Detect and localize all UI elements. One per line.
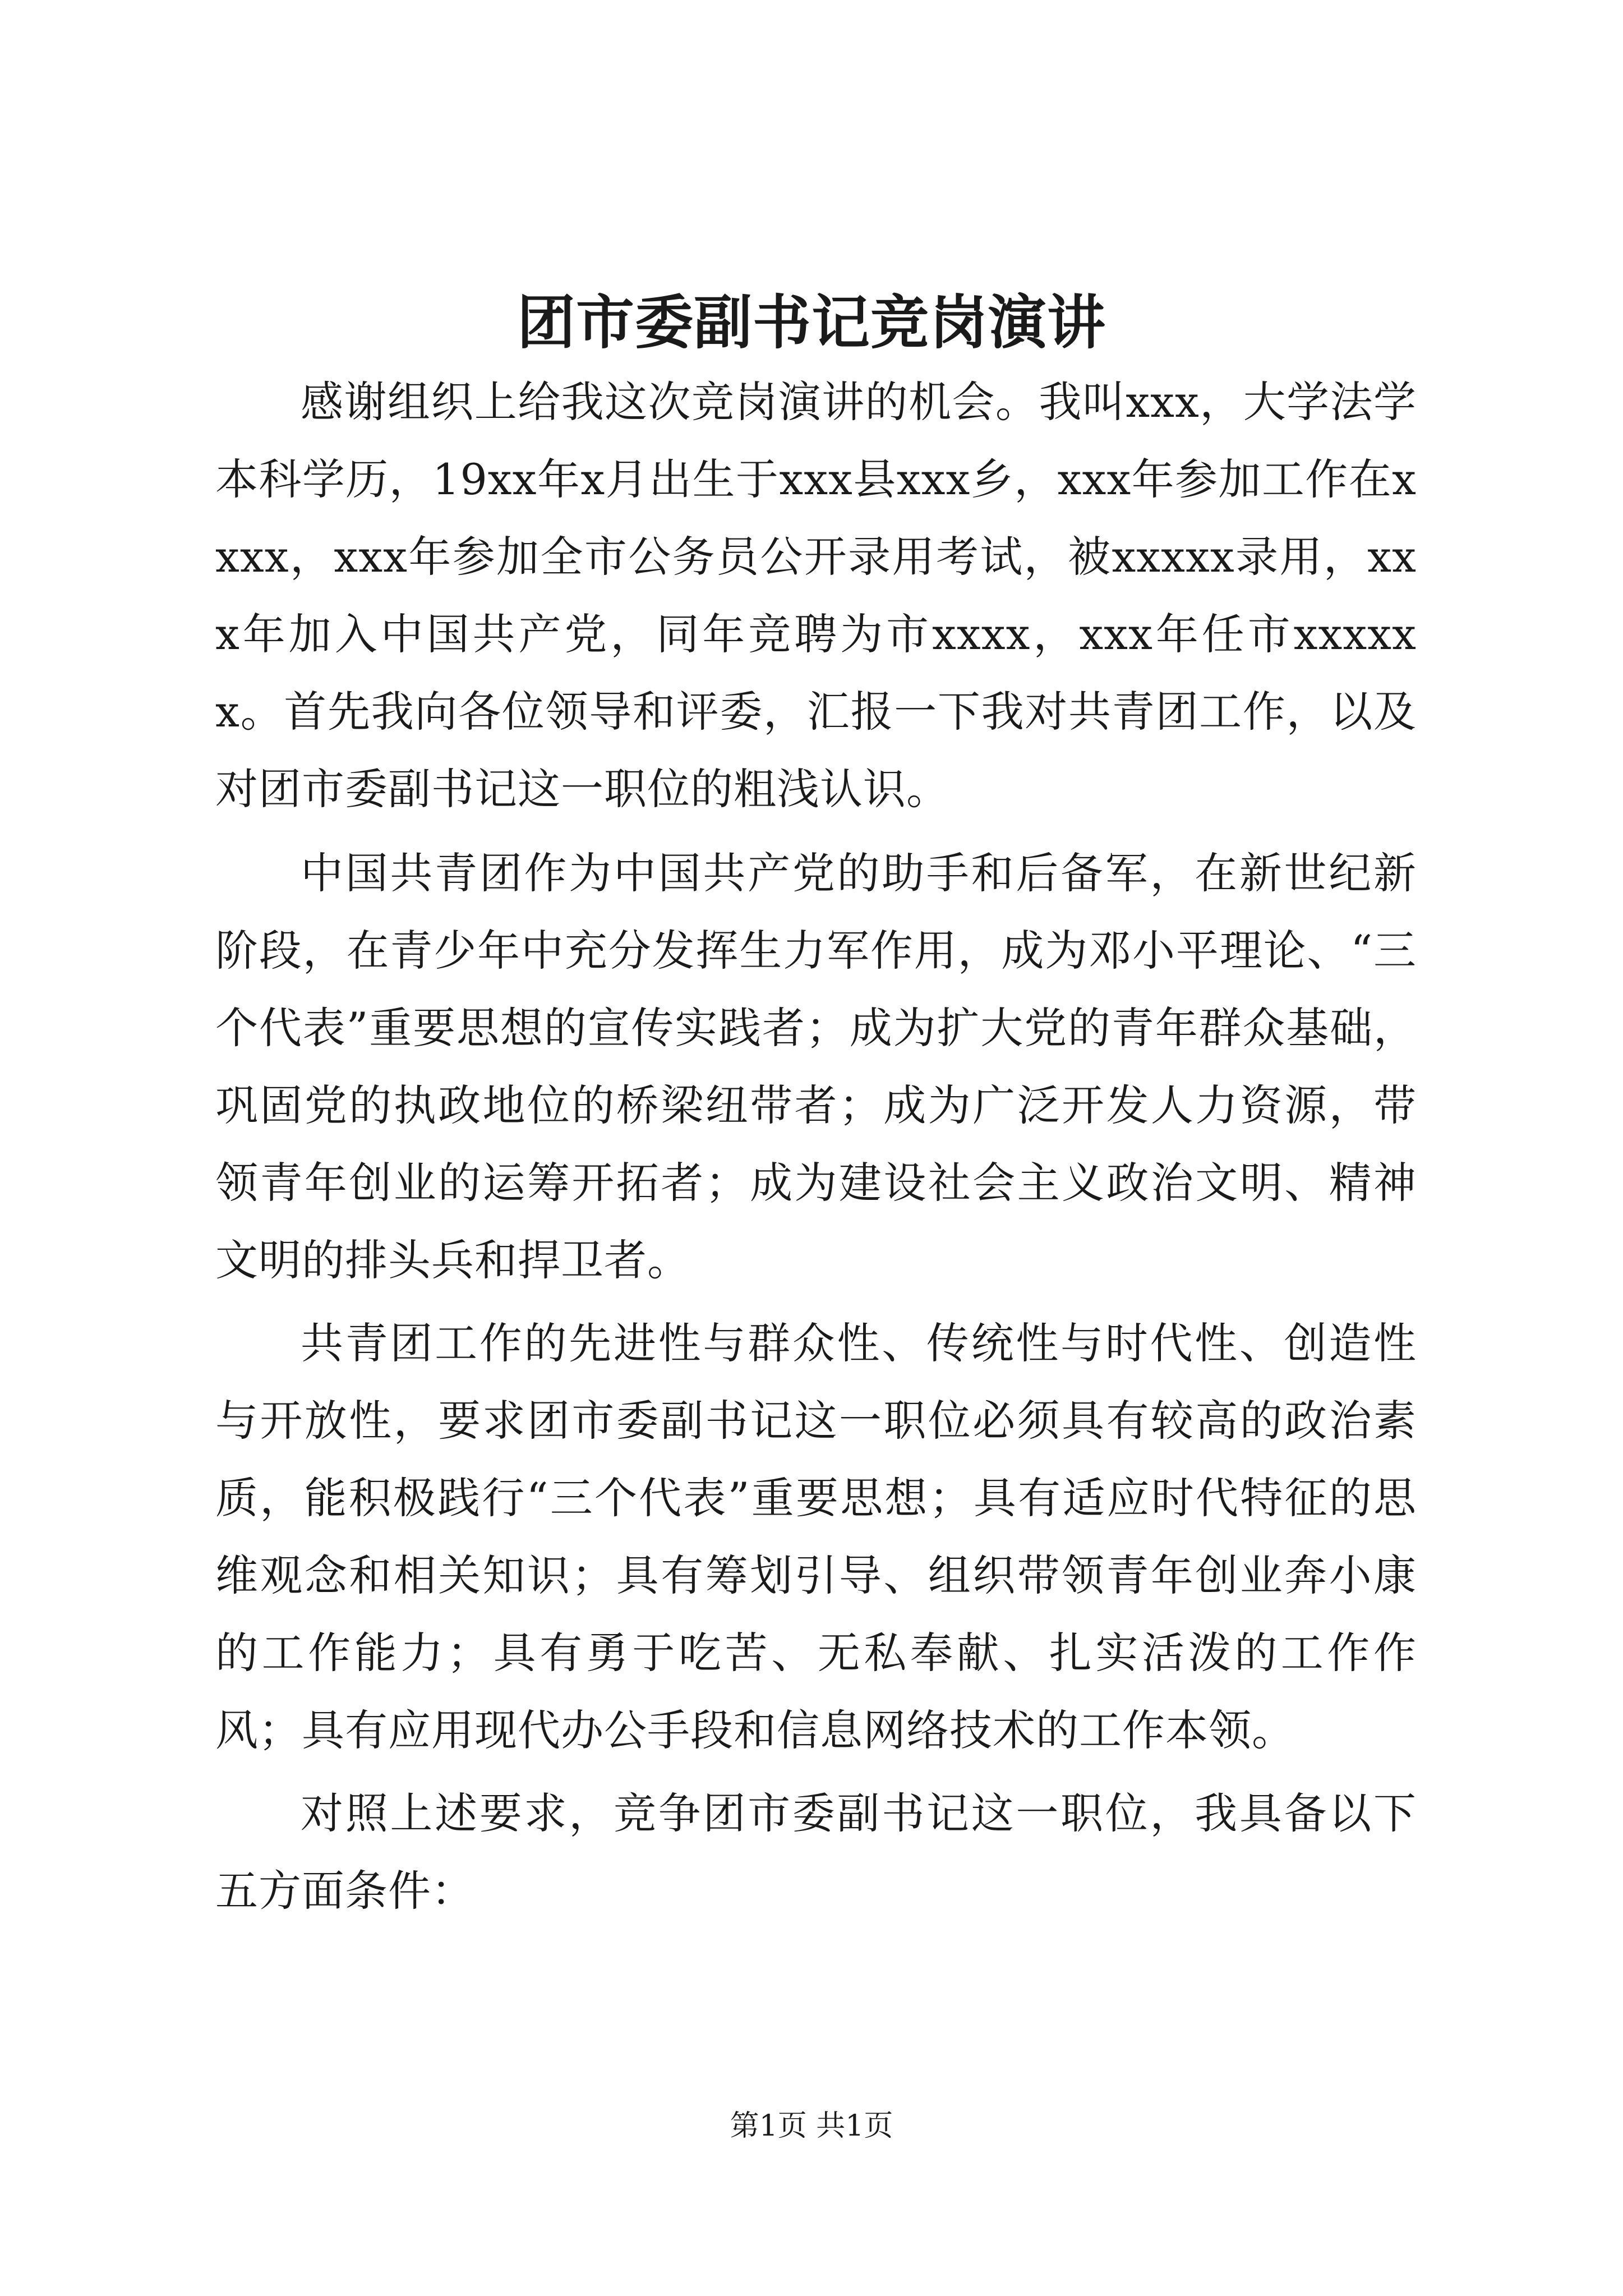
- paragraph-1: 感谢组织上给我这次竞岗演讲的机会。我叫xxx，大学法学本科学历，19xx年x月出生于xxx县xxx乡，xxx年参加工作在xxxx，xxx年参加全市公务员公开录用考试，被xxxxx录用，xxx年加入中国共产党，同年竞聘为市xxxx，xxx年任市xxxxxx。首先我向各位领导和评委，汇报一下我对共青团工作，以及对团市委副书记这一职位的粗浅认识。: [215, 377, 1417, 814]
- document-title: 团市委副书记竞岗演讲: [517, 288, 1106, 357]
- page-footer: 第1页 共1页: [730, 2109, 893, 2143]
- document-body: [215, 364, 1417, 1935]
- paragraph-3: 共青团工作的先进性与群众性、传统性与时代性、创造性与开放性，要求团市委副书记这一职位必须具有较高的政治素质，能积极践行“三个代表”重要思想；具有适应时代特征的思维观念和相关知识；具有筹划引导、组织带领青年创业奔小康的工作能力；具有勇于吃苦、无私奉献、扎实活泼的工作作风；具有应用现代办公手段和信息网络技术的工作本领。: [215, 1318, 1417, 1755]
- paragraph-2: 中国共青团作为中国共产党的助手和后备军，在新世纪新阶段，在青少年中充分发挥生力军作用，成为邓小平理论、“三个代表”重要思想的宣传实践者；成为扩大党的青年群众基础，巩固党的执政地位的桥梁纽带者；成为广泛开发人力资源，带领青年创业的运筹开拓者；成为建设社会主义政治文明、精神文明的排头兵和捍卫者。: [215, 848, 1417, 1285]
- paragraph-4: 对照上述要求，竞争团市委副书记这一职位，我具备以下五方面条件：: [215, 1788, 1417, 1916]
